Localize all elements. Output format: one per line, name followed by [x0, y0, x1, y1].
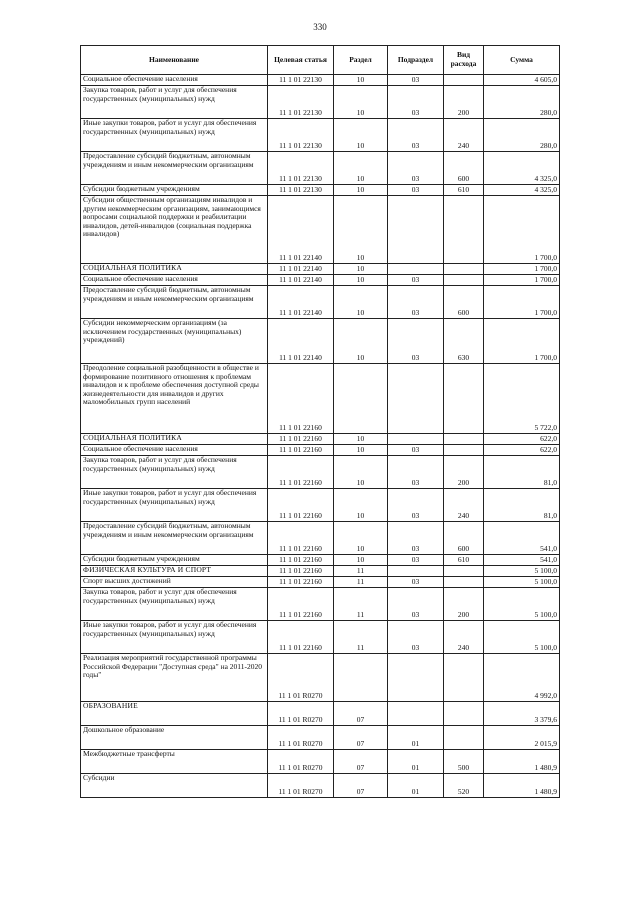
cell-amount: 4 605,0 [484, 75, 560, 86]
table-row [81, 522, 560, 555]
cell-expense-type: 610 [444, 185, 484, 196]
cell-subsection [388, 196, 444, 264]
table-body [81, 75, 560, 798]
cell-subsection [388, 702, 444, 726]
cell-subsection [388, 364, 444, 434]
cell-section [334, 654, 388, 702]
cell-expense-type [444, 196, 484, 264]
table-row [81, 445, 560, 456]
table-row [81, 774, 560, 798]
header-subsection: Подраздел [388, 46, 444, 75]
cell-code: 11 1 01 22140 [268, 264, 334, 275]
cell-subsection: 03 [388, 588, 444, 621]
cell-code: 11 1 01 22160 [268, 588, 334, 621]
table-row [81, 196, 560, 264]
cell-name: СОЦИАЛЬНАЯ ПОЛИТИКА [81, 264, 268, 275]
cell-expense-type [444, 445, 484, 456]
cell-subsection: 03 [388, 86, 444, 119]
cell-subsection: 03 [388, 275, 444, 286]
header-expense-type: Вид расхода [444, 46, 484, 75]
cell-code: 11 1 01 22160 [268, 522, 334, 555]
table-row [81, 286, 560, 319]
cell-amount: 3 379,6 [484, 702, 560, 726]
cell-code: 11 1 01 22140 [268, 286, 334, 319]
cell-amount: 5 100,0 [484, 621, 560, 654]
cell-amount: 5 100,0 [484, 577, 560, 588]
cell-section: 07 [334, 702, 388, 726]
cell-amount: 541,0 [484, 522, 560, 555]
cell-section: 10 [334, 152, 388, 185]
cell-amount: 5 722,0 [484, 364, 560, 434]
cell-code: 11 1 01 22160 [268, 489, 334, 522]
page-number: 330 [313, 22, 327, 32]
cell-expense-type: 240 [444, 119, 484, 152]
cell-name: Предоставление субсидий бюджетным, автономным учреждениям и иным некоммерческим организациям [81, 286, 268, 319]
cell-code: 11 1 01 R0270 [268, 702, 334, 726]
cell-section: 10 [334, 196, 388, 264]
table-row [81, 702, 560, 726]
table-row [81, 456, 560, 489]
cell-amount: 541,0 [484, 555, 560, 566]
cell-amount: 622,0 [484, 445, 560, 456]
table-row [81, 86, 560, 119]
cell-name: Субсидии некоммерческим организациям (за исключением государственных (муниципальных) учреждений) [81, 319, 268, 364]
cell-expense-type: 200 [444, 456, 484, 489]
cell-code: 11 1 01 22130 [268, 152, 334, 185]
cell-amount: 280,0 [484, 86, 560, 119]
cell-amount: 1 700,0 [484, 275, 560, 286]
cell-amount: 280,0 [484, 119, 560, 152]
budget-table [80, 45, 560, 798]
cell-expense-type: 200 [444, 86, 484, 119]
cell-expense-type [444, 566, 484, 577]
cell-subsection: 03 [388, 152, 444, 185]
cell-expense-type [444, 702, 484, 726]
cell-expense-type [444, 75, 484, 86]
cell-name: Преодоление социальной разобщенности в обществе и формирование позитивного отношения к проблемам инвалидов и к проблеме обеспечения доступной среды жизнедеятельности для инвалидов и других маломобильных групп населений [81, 364, 268, 434]
cell-amount: 1 700,0 [484, 319, 560, 364]
cell-name: Закупка товаров, работ и услуг для обеспечения государственных (муниципальных) нужд [81, 588, 268, 621]
table-row [81, 264, 560, 275]
cell-expense-type: 600 [444, 286, 484, 319]
cell-code: 11 1 01 22160 [268, 456, 334, 489]
cell-expense-type [444, 434, 484, 445]
cell-subsection: 03 [388, 119, 444, 152]
cell-amount: 1 700,0 [484, 196, 560, 264]
cell-section: 10 [334, 434, 388, 445]
cell-name: Спорт высших достижений [81, 577, 268, 588]
cell-subsection [388, 264, 444, 275]
table-row [81, 152, 560, 185]
cell-code: 11 1 01 22140 [268, 196, 334, 264]
cell-expense-type: 630 [444, 319, 484, 364]
cell-section: 07 [334, 750, 388, 774]
cell-section: 10 [334, 489, 388, 522]
cell-name: Дошкольное образование [81, 726, 268, 750]
table-row [81, 119, 560, 152]
table-header-row [81, 46, 560, 75]
cell-section: 10 [334, 185, 388, 196]
cell-code: 11 1 01 22160 [268, 555, 334, 566]
cell-code: 11 1 01 22160 [268, 566, 334, 577]
cell-amount: 5 100,0 [484, 588, 560, 621]
cell-code: 11 1 01 R0270 [268, 726, 334, 750]
cell-subsection [388, 434, 444, 445]
table-row [81, 621, 560, 654]
cell-amount: 2 015,9 [484, 726, 560, 750]
cell-subsection: 03 [388, 555, 444, 566]
cell-section: 10 [334, 275, 388, 286]
cell-subsection: 03 [388, 577, 444, 588]
cell-subsection: 03 [388, 489, 444, 522]
cell-subsection: 03 [388, 185, 444, 196]
cell-expense-type: 610 [444, 555, 484, 566]
cell-subsection: 01 [388, 750, 444, 774]
cell-expense-type [444, 577, 484, 588]
cell-name: Межбюджетные трансферты [81, 750, 268, 774]
cell-amount: 1 480,9 [484, 774, 560, 798]
cell-section: 10 [334, 456, 388, 489]
cell-name: Предоставление субсидий бюджетным, автономным учреждениям и иным некоммерческим организациям [81, 152, 268, 185]
cell-name: Закупка товаров, работ и услуг для обеспечения государственных (муниципальных) нужд [81, 456, 268, 489]
cell-name: Иные закупки товаров, работ и услуг для обеспечения государственных (муниципальных) нужд [81, 119, 268, 152]
cell-name: Иные закупки товаров, работ и услуг для обеспечения государственных (муниципальных) нужд [81, 489, 268, 522]
cell-code: 11 1 01 22140 [268, 319, 334, 364]
cell-subsection [388, 566, 444, 577]
table-row [81, 185, 560, 196]
cell-subsection: 03 [388, 456, 444, 489]
cell-expense-type: 520 [444, 774, 484, 798]
cell-section: 11 [334, 566, 388, 577]
cell-section: 10 [334, 75, 388, 86]
cell-subsection: 01 [388, 726, 444, 750]
cell-name: Социальное обеспечение населения [81, 75, 268, 86]
cell-name: Социальное обеспечение населения [81, 445, 268, 456]
cell-expense-type [444, 364, 484, 434]
cell-code: 11 1 01 22160 [268, 364, 334, 434]
table-row [81, 364, 560, 434]
cell-subsection [388, 654, 444, 702]
cell-amount: 4 992,0 [484, 654, 560, 702]
header-name: Наименование [81, 46, 268, 75]
cell-section: 10 [334, 86, 388, 119]
cell-name: Субсидии бюджетным учреждениям [81, 185, 268, 196]
cell-amount: 4 325,0 [484, 185, 560, 196]
cell-code: 11 1 01 R0270 [268, 750, 334, 774]
cell-code: 11 1 01 R0270 [268, 774, 334, 798]
cell-subsection: 03 [388, 621, 444, 654]
cell-section: 10 [334, 555, 388, 566]
table-row [81, 588, 560, 621]
cell-expense-type [444, 275, 484, 286]
cell-amount: 4 325,0 [484, 152, 560, 185]
cell-expense-type: 600 [444, 522, 484, 555]
cell-name: Иные закупки товаров, работ и услуг для обеспечения государственных (муниципальных) нужд [81, 621, 268, 654]
table-row [81, 555, 560, 566]
cell-section: 10 [334, 522, 388, 555]
table-row [81, 434, 560, 445]
cell-section: 11 [334, 577, 388, 588]
table-row [81, 489, 560, 522]
cell-code: 11 1 01 22130 [268, 119, 334, 152]
table-row [81, 75, 560, 86]
cell-subsection: 03 [388, 319, 444, 364]
header-code: Целевая статья [268, 46, 334, 75]
cell-name: Социальное обеспечение населения [81, 275, 268, 286]
cell-section: 10 [334, 119, 388, 152]
cell-section: 10 [334, 319, 388, 364]
cell-expense-type: 240 [444, 489, 484, 522]
cell-code: 11 1 01 22130 [268, 185, 334, 196]
cell-amount: 622,0 [484, 434, 560, 445]
cell-name: Субсидии бюджетным учреждениям [81, 555, 268, 566]
cell-amount: 1 480,9 [484, 750, 560, 774]
cell-subsection: 03 [388, 75, 444, 86]
cell-expense-type: 240 [444, 621, 484, 654]
cell-section: 11 [334, 621, 388, 654]
cell-section: 10 [334, 445, 388, 456]
cell-expense-type: 500 [444, 750, 484, 774]
header-section: Раздел [334, 46, 388, 75]
cell-expense-type: 600 [444, 152, 484, 185]
cell-code: 11 1 01 22160 [268, 621, 334, 654]
cell-section [334, 364, 388, 434]
cell-section: 07 [334, 774, 388, 798]
table-row [81, 726, 560, 750]
cell-expense-type [444, 726, 484, 750]
table-row [81, 750, 560, 774]
cell-code: 11 1 01 22140 [268, 275, 334, 286]
cell-subsection: 03 [388, 286, 444, 319]
cell-code: 11 1 01 R0270 [268, 654, 334, 702]
cell-amount: 1 700,0 [484, 286, 560, 319]
table-row [81, 275, 560, 286]
cell-expense-type [444, 654, 484, 702]
table-row [81, 654, 560, 702]
cell-name: Предоставление субсидий бюджетным, автономным учреждениям и иным некоммерческим организациям [81, 522, 268, 555]
table-row [81, 566, 560, 577]
table-row [81, 319, 560, 364]
cell-subsection: 03 [388, 522, 444, 555]
cell-code: 11 1 01 22130 [268, 75, 334, 86]
cell-section: 10 [334, 286, 388, 319]
cell-code: 11 1 01 22160 [268, 445, 334, 456]
header-amount: Сумма [484, 46, 560, 75]
cell-amount: 81,0 [484, 456, 560, 489]
cell-amount: 1 700,0 [484, 264, 560, 275]
cell-amount: 81,0 [484, 489, 560, 522]
cell-expense-type: 200 [444, 588, 484, 621]
cell-name: Закупка товаров, работ и услуг для обеспечения государственных (муниципальных) нужд [81, 86, 268, 119]
table-row [81, 577, 560, 588]
cell-section: 07 [334, 726, 388, 750]
cell-code: 11 1 01 22160 [268, 577, 334, 588]
cell-section: 10 [334, 264, 388, 275]
cell-name: Субсидии [81, 774, 268, 798]
cell-expense-type [444, 264, 484, 275]
cell-name: СОЦИАЛЬНАЯ ПОЛИТИКА [81, 434, 268, 445]
cell-name: ФИЗИЧЕСКАЯ КУЛЬТУРА И СПОРТ [81, 566, 268, 577]
cell-subsection: 03 [388, 445, 444, 456]
cell-section: 11 [334, 588, 388, 621]
cell-subsection: 01 [388, 774, 444, 798]
cell-code: 11 1 01 22130 [268, 86, 334, 119]
cell-name: ОБРАЗОВАНИЕ [81, 702, 268, 726]
cell-name: Реализация мероприятий государственной программы Российской Федерации "Доступная среда" на 2011-2020 годы" [81, 654, 268, 702]
cell-amount: 5 100,0 [484, 566, 560, 577]
cell-name: Субсидии общественным организациям инвалидов и другим некоммерческим организациям, занимающимся вопросами социальной поддержки и реабилитации инвалидов, детей-инвалидов (социальная поддержка инвалидов) [81, 196, 268, 264]
cell-code: 11 1 01 22160 [268, 434, 334, 445]
